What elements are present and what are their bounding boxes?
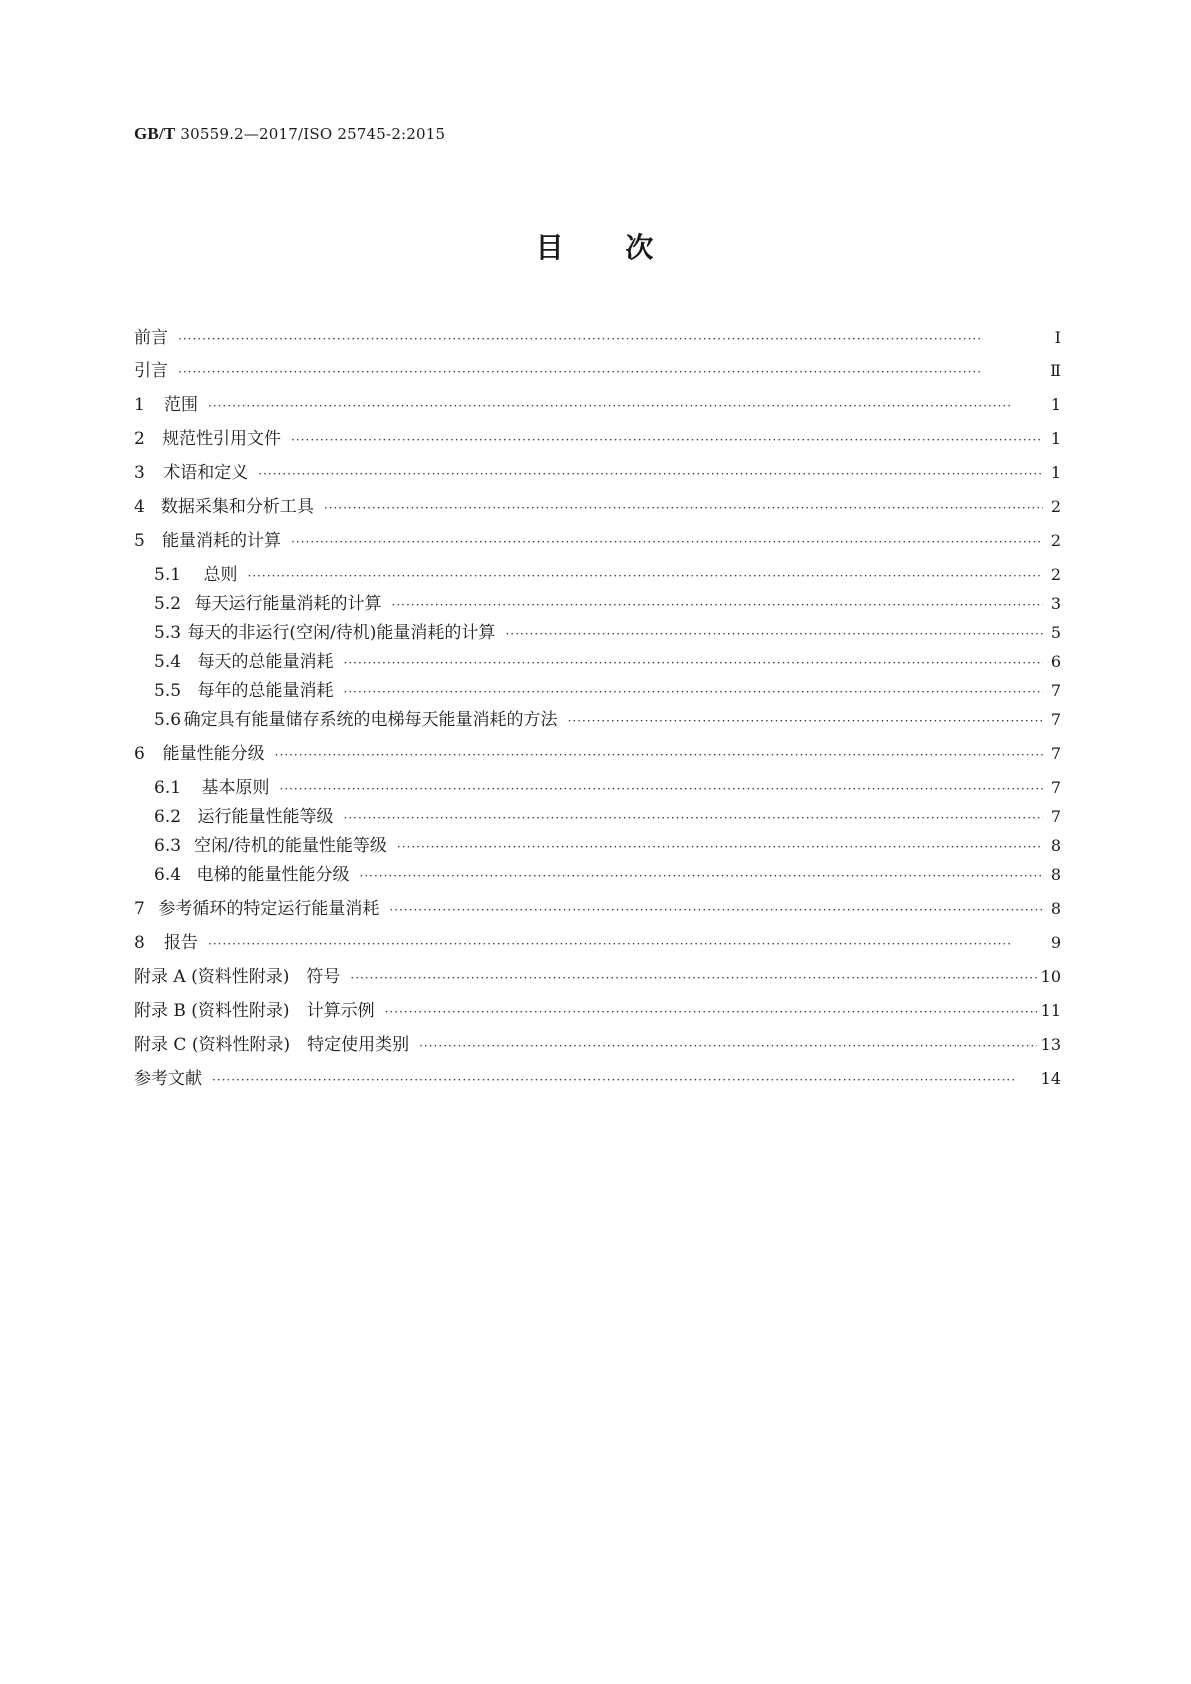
toc-entry[interactable] [134, 802, 1061, 831]
toc-entry-page: 10 [1040, 967, 1061, 986]
dot-leader [568, 714, 1043, 728]
toc-entry[interactable] [134, 492, 1061, 526]
toc-entry-label: 报告 [164, 933, 198, 953]
page-title [0, 226, 1191, 266]
dot-leader [208, 937, 1043, 951]
toc-entry[interactable] [134, 996, 1061, 1030]
toc-entry-label: 确定具有能量储存系统的电梯每天能量消耗的方法 [183, 710, 558, 730]
standard-code: GB/T [134, 124, 176, 143]
toc-entry[interactable] [134, 676, 1061, 705]
toc-entry-number: 5.6 [154, 710, 182, 730]
toc-entry-label: 电梯的能量性能分级 [196, 865, 350, 885]
toc-entry-label: 空闲/待机的能量性能等级 [194, 836, 387, 856]
toc-entry-number: 6.3 [154, 836, 182, 856]
toc-entry-label: 附录 C (资料性附录) 特定使用类别 [134, 1035, 410, 1055]
toc-entry-label: 数据采集和分析工具 [160, 497, 314, 517]
toc-entry-page: 14 [1040, 1069, 1061, 1088]
toc-entry-number: 5.4 [154, 652, 182, 672]
toc-entry-number: 5.5 [154, 681, 182, 701]
dot-leader [178, 365, 1043, 379]
toc-entry[interactable] [134, 962, 1061, 996]
toc-entry-label: 总则 [203, 565, 238, 585]
dot-leader [178, 332, 1043, 346]
toc-entry-page: 3 [1050, 594, 1061, 613]
toc-entry-label: 每天运行能量消耗的计算 [194, 594, 382, 614]
toc-entry-label: 能量性能分级 [162, 744, 265, 764]
toc-entry[interactable] [134, 390, 1061, 424]
toc-entry-page: 6 [1050, 652, 1061, 671]
toc-entry-label: 参考循环的特定运行能量消耗 [158, 899, 380, 919]
toc-entry-page: 2 [1050, 497, 1061, 516]
toc-entry-page: 7 [1050, 807, 1061, 826]
dot-leader [505, 627, 1043, 641]
toc-entry-page: 7 [1050, 681, 1061, 700]
toc-entry-page: Ⅱ [1050, 361, 1061, 380]
toc-entry-number: 4 [134, 497, 145, 517]
toc-entry-number: 3 [134, 463, 145, 483]
toc-entry[interactable] [134, 928, 1061, 962]
toc-entry[interactable] [134, 356, 1061, 390]
toc-entry-number: 5.1 [154, 565, 182, 585]
toc-entry[interactable] [134, 560, 1061, 589]
toc-entry-number: 8 [134, 933, 145, 953]
dot-leader [258, 467, 1043, 481]
toc-entry-number: 7 [134, 899, 145, 919]
toc-entry-number: 1 [134, 395, 145, 415]
toc-entry[interactable] [134, 647, 1061, 676]
toc-entry-number: 5.2 [154, 594, 182, 614]
toc-entry-label: 每天的总能量消耗 [197, 652, 334, 672]
toc-entry-page: 11 [1040, 1001, 1061, 1020]
toc-entry-page: 1 [1050, 395, 1061, 414]
dot-leader [208, 399, 1043, 413]
toc-entry-label: 术语和定义 [163, 463, 249, 483]
toc-entry-label: 运行能量性能等级 [197, 807, 334, 827]
dot-leader [212, 1073, 1037, 1087]
table-of-contents [134, 323, 1061, 1098]
toc-entry-label: 能量消耗的计算 [162, 531, 282, 551]
toc-entry-page: 8 [1050, 865, 1061, 884]
dot-leader [389, 903, 1043, 917]
toc-entry-number: 5 [134, 531, 145, 551]
dot-leader [392, 598, 1043, 612]
toc-entry-page: 13 [1040, 1035, 1061, 1054]
toc-entry[interactable] [134, 526, 1061, 560]
toc-entry-page: 5 [1050, 623, 1061, 642]
toc-entry-page: Ⅰ [1054, 328, 1061, 347]
toc-entry-page: 1 [1050, 463, 1061, 482]
toc-entry-label: 规范性引用文件 [162, 429, 282, 449]
dot-leader [397, 840, 1043, 854]
dot-leader [324, 501, 1043, 515]
toc-entry-page: 7 [1050, 744, 1061, 763]
toc-entry-number: 6.1 [154, 778, 182, 798]
toc-entry-page: 8 [1050, 899, 1061, 918]
toc-entry-number: 5.3 [154, 623, 182, 643]
title-char-1: 目 [535, 231, 566, 264]
toc-entry-number: 6 [134, 744, 145, 764]
title-char-2: 次 [625, 231, 656, 264]
toc-entry-label: 参考文献 [134, 1069, 202, 1089]
toc-entry-page: 7 [1050, 778, 1061, 797]
toc-entry-label: 每天的非运行(空闲/待机)能量消耗的计算 [187, 623, 496, 643]
dot-leader [344, 656, 1044, 670]
toc-entry[interactable] [134, 739, 1061, 773]
toc-entry[interactable] [134, 1030, 1061, 1064]
toc-entry-label: 附录 B (资料性附录) 计算示例 [134, 1001, 375, 1021]
toc-entry[interactable] [134, 831, 1061, 860]
toc-entry-label: 附录 A (资料性附录) 符号 [134, 967, 341, 987]
dot-leader [291, 535, 1043, 549]
toc-entry-number: 2 [134, 429, 145, 449]
toc-entry[interactable] [134, 1064, 1061, 1098]
toc-entry-page: 1 [1050, 429, 1061, 448]
toc-entry-label: 基本原则 [201, 778, 270, 798]
dot-leader [344, 685, 1044, 699]
toc-entry-label: 每年的总能量消耗 [197, 681, 334, 701]
dot-leader [247, 569, 1043, 583]
dot-leader [291, 433, 1043, 447]
toc-entry-page: 7 [1050, 710, 1061, 729]
dot-leader [419, 1039, 1037, 1053]
toc-entry-page: 2 [1050, 565, 1061, 584]
toc-entry[interactable] [134, 705, 1061, 739]
toc-entry-number: 6.2 [154, 807, 182, 827]
toc-entry[interactable] [134, 424, 1061, 458]
toc-entry-label: 引言 [134, 361, 168, 381]
toc-entry[interactable] [134, 589, 1061, 618]
dot-leader [275, 748, 1043, 762]
toc-entry-label: 前言 [134, 328, 168, 348]
dot-leader [344, 811, 1044, 825]
toc-entry[interactable] [134, 894, 1061, 928]
toc-entry[interactable] [134, 618, 1061, 647]
toc-entry-number: 6.4 [154, 865, 182, 885]
standard-number: 30559.2—2017/ISO 25745-2:2015 [180, 125, 446, 143]
toc-entry-page: 8 [1050, 836, 1061, 855]
dot-leader [350, 971, 1036, 985]
toc-entry[interactable] [134, 323, 1061, 356]
dot-leader [279, 782, 1043, 796]
dot-leader [360, 869, 1044, 883]
toc-entry[interactable] [134, 773, 1061, 802]
toc-entry-page: 2 [1050, 531, 1061, 550]
toc-entry-label: 范围 [164, 395, 198, 415]
toc-entry[interactable] [134, 458, 1061, 492]
toc-entry-page: 9 [1050, 933, 1061, 952]
document-header [134, 124, 445, 144]
dot-leader [385, 1005, 1037, 1019]
toc-entry[interactable] [134, 860, 1061, 894]
